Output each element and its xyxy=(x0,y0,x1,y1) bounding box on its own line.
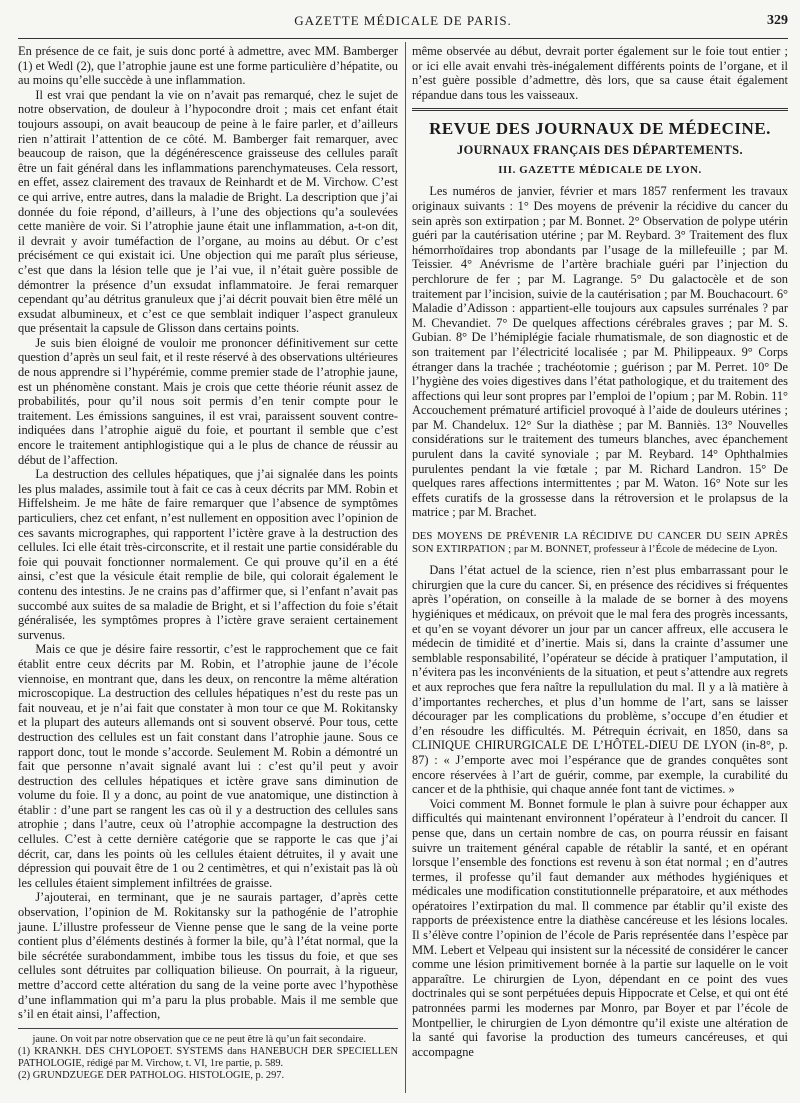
paragraph: En présence de ce fait, je suis donc porté à admettre, avec MM. Bamberger (1) et Wedl (2), que l’atrophie jaune est une forme particulière d’hépatite, ou au moins qu’elle succède à une inflammation. xyxy=(18,44,398,88)
footnote-rule xyxy=(18,1028,398,1029)
article-title: DES MOYENS DE PRÉVENIR LA RÉCIDIVE DU CANCER DU SEIN APRÈS SON EXTIRPATION ; par M. BONNET, professeur à l’École de médecine de Lyon. xyxy=(412,530,788,555)
paragraph: Dans l’état actuel de la science, rien n’est plus embarrassant pour le chirurgien que la cure du cancer. Si, en présence des récidives si fréquentes après l’opération, on conseille à la malade de se borner à des moyens hygiéniques et médicaux, on prévoit que le mal fera des progrès incessants, et qu’en se voyant dévorer un jour par un cancer affreux, elle accusera le médecin de timidité et d’inertie. Mais si, dans la crainte d’assumer une semblable responsabilité, l’opérateur se décide à pratiquer l’amputation, il n’évitera pas les inconvénients de la situation, et peut s’attendre aux regrets et aux reproches que fera naître la repullulation du mal. Il y a là matière à d’importantes recherches, et plus d’un homme de l’art, sans se laisser décourager par les complications du problème, s’occupe d’en étudier et d’en résoudre les difficultés. M. Pétrequin écrivait, en 1850, dans sa CLINIQUE CHIRURGICALE DE L’HÔTEL-DIEU DE LYON (in-8°, p. 87) : « J’emporte avec moi l’espérance que de grandes conquêtes sont encore réservées à l’art de guérir, comme, par exemple, la curabilité du cancer et de la phthisie, qui chaque année font tant de victimes. » xyxy=(412,563,788,797)
left-column xyxy=(18,44,398,1083)
page-header xyxy=(18,13,788,31)
section-title: JOURNAUX FRANÇAIS DES DÉPARTEMENTS. xyxy=(457,143,743,158)
paragraph: Voici comment M. Bonnet formule le plan à suivre pour échapper aux difficultés qui maintenant environnent l’opérateur à l’endroit du cancer. Il pense que, dans un certain nombre de cas, on pourra réussir en faisant suivre un traitement général capable de rétablir la santé, et en opérant lorsque l’ensemble des fonctions est revenu à son état normal ; en d’autres termes, il professe qu’il faut demander aux méthodes hygiéniques et médicales une modification constitutionnelle préparatoire, et aux méthodes opératoires l’extirpation du mal. Il commence par établir qu’il existe des rapports de préexistence entre la diathèse cancéreuse et les lésions locales. Il s’élève contre l’opinion de l’école de Paris représentée dans l’espèce par MM. Lebert et Velpeau qui insistent sur la nécessité de considérer le cancer comme une lésion primitivement bornée à la partie sur laquelle on le voit apparaître. Le chirurgien de Lyon, dépendant en ce point des vues doctrinales qui se sont perpétuées depuis Hippocrate et Celse, et qui ont été patronnées parmi les modernes par Monro, par Boyer et par l’école de Montpellier, le chirurgien de Lyon démontre qu’il existe une altération de la santé qui favorise la production des tumeurs cancéreuses, et qui accompagne xyxy=(412,796,788,1059)
right-column xyxy=(412,44,788,1059)
column-divider xyxy=(405,42,406,1093)
summary-paragraph: Les numéros de janvier, février et mars 1857 renferment les travaux originaux suivants : 1° Des moyens de prévenir la récidive du cancer du sein après son extirpation ; par M. Bonnet. 2° Observation de polype utérin guéri par la cautérisation utérine ; par M. Reybard. 3° Traitement des flux hémorrhoïdaires trop abondants par l’usage de la millefeuille ; par M. Teissier. 4° Anévrisme de l’artère brachiale guéri par l’injection du perchlorure de fer ; par M. Lagrange. 5° Du galactocèle et de son traitement par l’incision, suivie de la cautérisation ; par M. Bouchacourt. 6° Maladie d’Adisson : appartient-elle toujours aux capsules surrénales ? par M. Chevandiet. 7° De quelques affections cérébrales graves ; par M. S. Gubian. 8° De l’hémiplégie faciale rhumatismale, de son diagnostic et de son traitement par l’électricité localisée ; par M. Philippeaux. 9° Corps étranger dans la trachée ; trachéotomie ; guérison ; par M. Perret. 10° De l’hygiène des voies digestives dans l’état pathologique, et du traitement des affections qui leur sont propres par l’emploi de l’opium ; par M. Robin. 11° Accouchement prématuré artificiel provoqué à l’aide de douleurs utérines ; par M. Chandelux. 12° Sur la diathèse ; par M. Banniès. 13° Nouvelles considérations sur le traitement des tumeurs blanches, avec épanchement purulent dans la cavité synoviale ; par M. Reybard. 14° Ophthalmies purulentes pendant la vie fœtale ; par M. Richard Landron. 15° De quelques rares affections intermittentes ; par M. Waton. 16° Note sur les effets curatifs de la grossesse dans la rétroversion et le prolapsus de la matrice ; par M. Brachet. xyxy=(412,184,788,520)
header-rule xyxy=(18,38,788,39)
paragraph: La destruction des cellules hépatiques, que j’ai signalée dans les points les plus malades, assimile tout à fait ce cas à ceux décrits par MM. Robin et Hiffelsheim. Je me hâte de faire remarquer que l’absence de symptômes particuliers, chez cet enfant, n’est nullement en opposition avec l’opinion de ces savants micrographes, qui rapportent l’ictère grave à la destruction des cellules. Ici elle était très-circonscrite, et il restait une partie considérable du foie qui pouvait fonctionner normalement. Ce qui prouve qu’il en a été ainsi, c’est que la vésicule était remplie de bile, qui colorait également le contenu des intestins. Je ne crains pas d’affirmer que, si l’enfant n’avait pas succombé aux suites de sa maladie de Bright, et si l’affection du foie s’était généralisée, les symptômes propres à l’ictère grave seraient certainement survenus. xyxy=(18,467,398,642)
spacer xyxy=(412,520,788,526)
footnote: jaune. On voit par notre observation que ce ne peut être là qu’un fait secondaire. xyxy=(32,1033,367,1045)
continuation-paragraph: même observée au début, devrait porter également sur le foie tout entier ; or ici elle avait envahi très-inégalement différents points de l’organe, et il n’est guère possible d’admettre, dès lors, que sa cause était également répandue dans tous les vaisseaux. xyxy=(412,44,788,102)
review-title: REVUE DES JOURNAUX DE MÉDECINE. xyxy=(429,119,771,139)
paragraph: Il est vrai que pendant la vie on n’avait pas remarqué, chez le sujet de notre observation, de douleur à l’hypocondre droit ; mais cet enfant était toujours assoupi, on avait beaucoup de peine à le faire parler, et d’ailleurs rien n’attirait l’attention de ce côté. M. Bamberger fait remarquer, avec beaucoup de raison, que la dégénérescence graisseuse des cellules paraît être un fait général dans les inflammations parenchymateuses. Cela ressort, en effet, assez clairement des travaux de Reinhardt et de M. Virchow. C’est ce qui arrive, entre autres, dans la maladie de Bright. La description que j’ai donnée du foie répond, d’ailleurs, à l’une des objections qu’a soulevées cette manière de voir. Si l’atrophie jaune était une inflammation, a-t-on dit, il devrait y avoir tuméfaction de l’organe, au moins au début. Or c’est précisément ce qui existait ici. Une objection qui me paraît plus sérieuse, c’est que dans la lésion telle que je l’ai vue, il n’était guère possible de démontrer la présence d’un exsudat inflammatoire. Je ferai remarquer cependant qu’au détritus granuleux que j’ai décrit pouvait bien être mêlé un exsudat albumineux, et c’est ce que semblait indiquer l’aspect granuleux que présentait la capsule de Glisson dans certains points. xyxy=(18,87,398,336)
journal-title: III. GAZETTE MÉDICALE DE LYON. xyxy=(498,164,702,177)
paragraph: J’ajouterai, en terminant, que je ne saurais partager, d’après cette observation, l’opinion de M. Rokitansky sur la pathogénie de l’atrophie jaune. L’illustre professeur de Vienne pense que le sang de la veine porte contient plus d’éléments destinés à former la bile, qu’à l’état normal, que la bile sécrétée surabondamment, imbibe tous les tissus du foie, et que ses cellules sont détruites par colliquation bilieuse. On pourrait, à la rigueur, mettre d’accord cette altération du sang de la veine porte avec l’hypothèse d’une inflammation qui m’a paru la plus probable. Mais il me semble que s’il en était ainsi, l’affection, xyxy=(18,890,398,1022)
running-title: GAZETTE MÉDICALE DE PARIS. xyxy=(294,13,512,28)
section-separator xyxy=(412,108,788,111)
footnotes xyxy=(18,1034,398,1083)
paragraph: Mais ce que je désire faire ressortir, c’est le rapprochement que ce fait établit entre ceux décrits par M. Robin, et l’atrophie jaune de l’école viennoise, en montrant que, dans les deux, on rencontre la même altération microscopique. La destruction des cellules hépatiques n’est du reste pas un fait nouveau, et je n’ai fait que constater à mon tour ce que M. Rokitansky et la plupart des auteurs allemands ont si souvent observé. Pour tous, cette destruction des cellules est un fait constant dans l’atrophie jaune. Sous ce rapport donc, tout le monde s’accorde. Seulement M. Robin a démontré un fait que personne n’avait signalé avant lui : c’est qu’il peut y avoir destruction des cellules hépatiques et ictère grave sans diminution de volume du foie. Il y a donc, au point de vue anatomique, une distinction à établir : d’une part se rangent les cas où il y a destruction des cellules sans atrophie ; dans l’autre, ceux où l’atrophie accompagne la destruction des cellules. C’est à cette dernière catégorie que se rapporte le cas que j’ai décrit, car, dans les points où les cellules étaient détruites, il y avait une dépression qui pouvait être de 1 ou 2 centimètres, et qui n’existait pas là où les cellules étaient simplement infiltrées de graisse. xyxy=(18,642,398,890)
footnote: (1) KRANKH. DES CHYLOPOET. SYSTEMS dans HANEBUCH DER SPECIELLEN PATHOLOGIE, rédigé par M. Virchow, t. VI, 1re partie, p. 589. xyxy=(18,1045,398,1070)
page-number: 329 xyxy=(767,13,788,28)
paragraph: Je suis bien éloigné de vouloir me prononcer définitivement sur cette question d’après un seul fait, et il reste réservé à des observations ultérieures de nous apprendre si l’hypérémie, comme premier stade de l’atrophie jaune, est un phénomène constant. Mais je crois que cette théorie réunit assez de probabilités, pour qu’il nous soit permis d’en tenir compte pour le traitement. Les émissions sanguines, il est vrai, paraissent souvent contre-indiquées dans l’atrophie aiguë du foie, et pourtant il semble que c’est encore le traitement antiphlogistique qui a le plus de chance de réussir au début de l’affection. xyxy=(18,335,398,467)
footnote: (2) GRUNDZUEGE DER PATHOLOG. HISTOLOGIE, p. 297. xyxy=(18,1070,285,1082)
